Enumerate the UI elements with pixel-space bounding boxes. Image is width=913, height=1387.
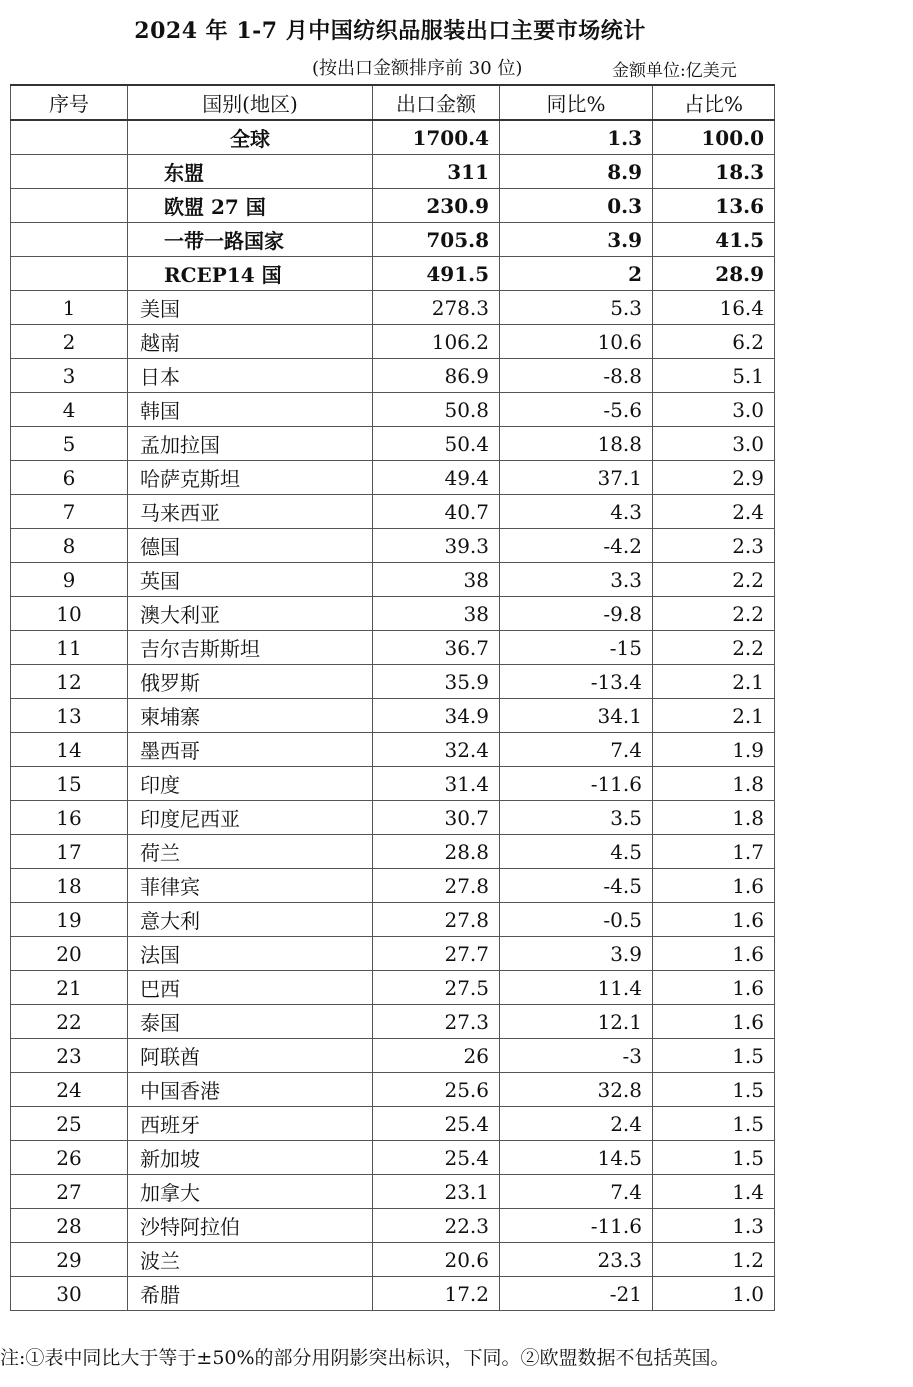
unit-label: 金额单位:亿美元 bbox=[612, 61, 737, 81]
table-row bbox=[11, 1209, 775, 1243]
table-row bbox=[11, 563, 775, 597]
header-seq: 序号 bbox=[11, 85, 128, 120]
yoy-cell: 5.3 bbox=[500, 291, 653, 325]
table-row bbox=[11, 461, 775, 495]
rank-cell: 19 bbox=[11, 903, 128, 937]
amount-cell: 86.9 bbox=[373, 359, 500, 393]
country-cell: 哈萨克斯坦 bbox=[128, 461, 373, 495]
summary-amount-cell: 311 bbox=[373, 155, 500, 189]
summary-seq-cell bbox=[11, 155, 128, 189]
rank-cell: 27 bbox=[11, 1175, 128, 1209]
summary-yoy-cell: 0.3 bbox=[500, 189, 653, 223]
country-cell: 印度尼西亚 bbox=[128, 801, 373, 835]
rank-cell: 15 bbox=[11, 767, 128, 801]
share-cell: 1.9 bbox=[653, 733, 775, 767]
country-cell: 波兰 bbox=[128, 1243, 373, 1277]
summary-amount-cell: 1700.4 bbox=[373, 120, 500, 155]
amount-cell: 38 bbox=[373, 563, 500, 597]
share-cell: 2.1 bbox=[653, 699, 775, 733]
amount-cell: 278.3 bbox=[373, 291, 500, 325]
table-body bbox=[11, 120, 775, 1311]
yoy-cell: 32.8 bbox=[500, 1073, 653, 1107]
table-row bbox=[11, 597, 775, 631]
share-cell: 2.2 bbox=[653, 597, 775, 631]
table-row bbox=[11, 393, 775, 427]
share-cell: 3.0 bbox=[653, 393, 775, 427]
share-cell: 2.2 bbox=[653, 631, 775, 665]
rank-cell: 8 bbox=[11, 529, 128, 563]
yoy-cell: 4.5 bbox=[500, 835, 653, 869]
table-row bbox=[11, 529, 775, 563]
header-yoy: 同比% bbox=[500, 85, 653, 120]
amount-cell: 23.1 bbox=[373, 1175, 500, 1209]
amount-cell: 34.9 bbox=[373, 699, 500, 733]
yoy-cell: 23.3 bbox=[500, 1243, 653, 1277]
amount-cell: 31.4 bbox=[373, 767, 500, 801]
share-cell: 16.4 bbox=[653, 291, 775, 325]
country-cell: 马来西亚 bbox=[128, 495, 373, 529]
footnote: 注:①表中同比大于等于±50%的部分用阴影突出标识，下同。②欧盟数据不包括英国。 bbox=[0, 1347, 730, 1369]
table-row bbox=[11, 903, 775, 937]
rank-cell: 25 bbox=[11, 1107, 128, 1141]
share-cell: 1.2 bbox=[653, 1243, 775, 1277]
amount-cell: 27.5 bbox=[373, 971, 500, 1005]
header-share: 占比% bbox=[653, 85, 775, 120]
amount-cell: 17.2 bbox=[373, 1277, 500, 1311]
share-cell: 2.9 bbox=[653, 461, 775, 495]
yoy-cell: 3.3 bbox=[500, 563, 653, 597]
amount-cell: 50.8 bbox=[373, 393, 500, 427]
country-cell: 菲律宾 bbox=[128, 869, 373, 903]
yoy-cell: 10.6 bbox=[500, 325, 653, 359]
amount-cell: 36.7 bbox=[373, 631, 500, 665]
share-cell: 1.6 bbox=[653, 1005, 775, 1039]
yoy-cell: -8.8 bbox=[500, 359, 653, 393]
amount-cell: 49.4 bbox=[373, 461, 500, 495]
yoy-cell: -21 bbox=[500, 1277, 653, 1311]
table-row bbox=[11, 325, 775, 359]
amount-cell: 39.3 bbox=[373, 529, 500, 563]
yoy-cell: 7.4 bbox=[500, 733, 653, 767]
header-amount: 出口金额 bbox=[373, 85, 500, 120]
yoy-cell: -4.2 bbox=[500, 529, 653, 563]
share-cell: 1.5 bbox=[653, 1141, 775, 1175]
share-cell: 1.0 bbox=[653, 1277, 775, 1311]
summary-seq-cell bbox=[11, 223, 128, 257]
country-cell: 柬埔寨 bbox=[128, 699, 373, 733]
share-cell: 1.5 bbox=[653, 1107, 775, 1141]
table-row bbox=[11, 1277, 775, 1311]
yoy-cell: 37.1 bbox=[500, 461, 653, 495]
yoy-cell: -13.4 bbox=[500, 665, 653, 699]
summary-row bbox=[11, 189, 775, 223]
amount-cell: 50.4 bbox=[373, 427, 500, 461]
yoy-cell: 7.4 bbox=[500, 1175, 653, 1209]
summary-name-cell: RCEP14 国 bbox=[128, 257, 373, 291]
yoy-cell: 12.1 bbox=[500, 1005, 653, 1039]
country-cell: 新加坡 bbox=[128, 1141, 373, 1175]
share-cell: 1.5 bbox=[653, 1073, 775, 1107]
amount-cell: 38 bbox=[373, 597, 500, 631]
table-row bbox=[11, 1175, 775, 1209]
amount-cell: 30.7 bbox=[373, 801, 500, 835]
rank-cell: 3 bbox=[11, 359, 128, 393]
share-cell: 1.8 bbox=[653, 767, 775, 801]
yoy-cell: 34.1 bbox=[500, 699, 653, 733]
share-cell: 1.6 bbox=[653, 903, 775, 937]
share-cell: 1.8 bbox=[653, 801, 775, 835]
table-row bbox=[11, 1039, 775, 1073]
yoy-cell: 14.5 bbox=[500, 1141, 653, 1175]
table-row bbox=[11, 665, 775, 699]
country-cell: 巴西 bbox=[128, 971, 373, 1005]
amount-cell: 27.7 bbox=[373, 937, 500, 971]
rank-cell: 26 bbox=[11, 1141, 128, 1175]
yoy-cell: -11.6 bbox=[500, 1209, 653, 1243]
summary-name-cell: 全球 bbox=[128, 120, 373, 155]
country-cell: 澳大利亚 bbox=[128, 597, 373, 631]
yoy-cell: -3 bbox=[500, 1039, 653, 1073]
summary-seq-cell bbox=[11, 189, 128, 223]
amount-cell: 27.8 bbox=[373, 869, 500, 903]
export-table bbox=[10, 84, 775, 1311]
rank-cell: 22 bbox=[11, 1005, 128, 1039]
rank-cell: 16 bbox=[11, 801, 128, 835]
country-cell: 墨西哥 bbox=[128, 733, 373, 767]
amount-cell: 106.2 bbox=[373, 325, 500, 359]
table-header bbox=[11, 85, 775, 120]
rank-cell: 11 bbox=[11, 631, 128, 665]
summary-share-cell: 41.5 bbox=[653, 223, 775, 257]
table-row bbox=[11, 971, 775, 1005]
table-row bbox=[11, 801, 775, 835]
yoy-cell: 11.4 bbox=[500, 971, 653, 1005]
country-cell: 阿联酋 bbox=[128, 1039, 373, 1073]
table-row bbox=[11, 1005, 775, 1039]
table-row bbox=[11, 359, 775, 393]
table-row bbox=[11, 869, 775, 903]
country-cell: 印度 bbox=[128, 767, 373, 801]
country-cell: 泰国 bbox=[128, 1005, 373, 1039]
summary-share-cell: 13.6 bbox=[653, 189, 775, 223]
amount-cell: 27.8 bbox=[373, 903, 500, 937]
country-cell: 孟加拉国 bbox=[128, 427, 373, 461]
yoy-cell: 4.3 bbox=[500, 495, 653, 529]
country-cell: 日本 bbox=[128, 359, 373, 393]
rank-cell: 5 bbox=[11, 427, 128, 461]
country-cell: 吉尔吉斯斯坦 bbox=[128, 631, 373, 665]
rank-cell: 12 bbox=[11, 665, 128, 699]
summary-row bbox=[11, 120, 775, 155]
country-cell: 希腊 bbox=[128, 1277, 373, 1311]
amount-cell: 25.4 bbox=[373, 1107, 500, 1141]
rank-cell: 4 bbox=[11, 393, 128, 427]
country-cell: 意大利 bbox=[128, 903, 373, 937]
table-row bbox=[11, 631, 775, 665]
table-row bbox=[11, 291, 775, 325]
summary-seq-cell bbox=[11, 257, 128, 291]
table-subtitle: (按出口金额排序前 30 位) bbox=[312, 58, 523, 79]
summary-name-cell: 东盟 bbox=[128, 155, 373, 189]
country-cell: 德国 bbox=[128, 529, 373, 563]
rank-cell: 13 bbox=[11, 699, 128, 733]
table-row bbox=[11, 1243, 775, 1277]
summary-row bbox=[11, 257, 775, 291]
yoy-cell: -5.6 bbox=[500, 393, 653, 427]
amount-cell: 25.4 bbox=[373, 1141, 500, 1175]
share-cell: 1.3 bbox=[653, 1209, 775, 1243]
country-cell: 法国 bbox=[128, 937, 373, 971]
share-cell: 1.7 bbox=[653, 835, 775, 869]
rank-cell: 7 bbox=[11, 495, 128, 529]
country-cell: 沙特阿拉伯 bbox=[128, 1209, 373, 1243]
share-cell: 2.3 bbox=[653, 529, 775, 563]
share-cell: 2.1 bbox=[653, 665, 775, 699]
summary-share-cell: 28.9 bbox=[653, 257, 775, 291]
country-cell: 西班牙 bbox=[128, 1107, 373, 1141]
share-cell: 1.6 bbox=[653, 937, 775, 971]
yoy-cell: 3.5 bbox=[500, 801, 653, 835]
rank-cell: 6 bbox=[11, 461, 128, 495]
summary-amount-cell: 230.9 bbox=[373, 189, 500, 223]
summary-yoy-cell: 8.9 bbox=[500, 155, 653, 189]
table-row bbox=[11, 495, 775, 529]
summary-yoy-cell: 3.9 bbox=[500, 223, 653, 257]
yoy-cell: 3.9 bbox=[500, 937, 653, 971]
amount-cell: 27.3 bbox=[373, 1005, 500, 1039]
summary-yoy-cell: 2 bbox=[500, 257, 653, 291]
table-row bbox=[11, 1107, 775, 1141]
share-cell: 6.2 bbox=[653, 325, 775, 359]
yoy-cell: -15 bbox=[500, 631, 653, 665]
yoy-cell: -4.5 bbox=[500, 869, 653, 903]
rank-cell: 20 bbox=[11, 937, 128, 971]
table-row bbox=[11, 835, 775, 869]
country-cell: 英国 bbox=[128, 563, 373, 597]
rank-cell: 1 bbox=[11, 291, 128, 325]
page-title: 2024 年 1-7 月中国纺织品服装出口主要市场统计 bbox=[134, 18, 646, 44]
summary-seq-cell bbox=[11, 120, 128, 155]
amount-cell: 32.4 bbox=[373, 733, 500, 767]
country-cell: 韩国 bbox=[128, 393, 373, 427]
summary-row bbox=[11, 155, 775, 189]
amount-cell: 22.3 bbox=[373, 1209, 500, 1243]
summary-name-cell: 一带一路国家 bbox=[128, 223, 373, 257]
summary-amount-cell: 491.5 bbox=[373, 257, 500, 291]
table-row bbox=[11, 1073, 775, 1107]
rank-cell: 2 bbox=[11, 325, 128, 359]
rank-cell: 29 bbox=[11, 1243, 128, 1277]
summary-share-cell: 18.3 bbox=[653, 155, 775, 189]
rank-cell: 28 bbox=[11, 1209, 128, 1243]
yoy-cell: 18.8 bbox=[500, 427, 653, 461]
share-cell: 1.6 bbox=[653, 869, 775, 903]
country-cell: 俄罗斯 bbox=[128, 665, 373, 699]
summary-amount-cell: 705.8 bbox=[373, 223, 500, 257]
share-cell: 3.0 bbox=[653, 427, 775, 461]
rank-cell: 24 bbox=[11, 1073, 128, 1107]
share-cell: 5.1 bbox=[653, 359, 775, 393]
rank-cell: 23 bbox=[11, 1039, 128, 1073]
summary-name-cell: 欧盟 27 国 bbox=[128, 189, 373, 223]
table-row bbox=[11, 1141, 775, 1175]
share-cell: 2.2 bbox=[653, 563, 775, 597]
header-row bbox=[11, 85, 775, 120]
rank-cell: 17 bbox=[11, 835, 128, 869]
country-cell: 越南 bbox=[128, 325, 373, 359]
country-cell: 美国 bbox=[128, 291, 373, 325]
share-cell: 1.5 bbox=[653, 1039, 775, 1073]
yoy-cell: -9.8 bbox=[500, 597, 653, 631]
table-row bbox=[11, 427, 775, 461]
rank-cell: 18 bbox=[11, 869, 128, 903]
rank-cell: 30 bbox=[11, 1277, 128, 1311]
country-cell: 加拿大 bbox=[128, 1175, 373, 1209]
amount-cell: 25.6 bbox=[373, 1073, 500, 1107]
table-row bbox=[11, 767, 775, 801]
summary-row bbox=[11, 223, 775, 257]
rank-cell: 14 bbox=[11, 733, 128, 767]
amount-cell: 28.8 bbox=[373, 835, 500, 869]
country-cell: 荷兰 bbox=[128, 835, 373, 869]
country-cell: 中国香港 bbox=[128, 1073, 373, 1107]
amount-cell: 26 bbox=[373, 1039, 500, 1073]
yoy-cell: -11.6 bbox=[500, 767, 653, 801]
yoy-cell: 2.4 bbox=[500, 1107, 653, 1141]
rank-cell: 21 bbox=[11, 971, 128, 1005]
amount-cell: 40.7 bbox=[373, 495, 500, 529]
share-cell: 1.4 bbox=[653, 1175, 775, 1209]
yoy-cell: -0.5 bbox=[500, 903, 653, 937]
rank-cell: 10 bbox=[11, 597, 128, 631]
rank-cell: 9 bbox=[11, 563, 128, 597]
summary-yoy-cell: 1.3 bbox=[500, 120, 653, 155]
summary-share-cell: 100.0 bbox=[653, 120, 775, 155]
amount-cell: 35.9 bbox=[373, 665, 500, 699]
table-row bbox=[11, 733, 775, 767]
table-row bbox=[11, 699, 775, 733]
share-cell: 1.6 bbox=[653, 971, 775, 1005]
share-cell: 2.4 bbox=[653, 495, 775, 529]
table-row bbox=[11, 937, 775, 971]
header-country: 国别(地区) bbox=[128, 85, 373, 120]
amount-cell: 20.6 bbox=[373, 1243, 500, 1277]
